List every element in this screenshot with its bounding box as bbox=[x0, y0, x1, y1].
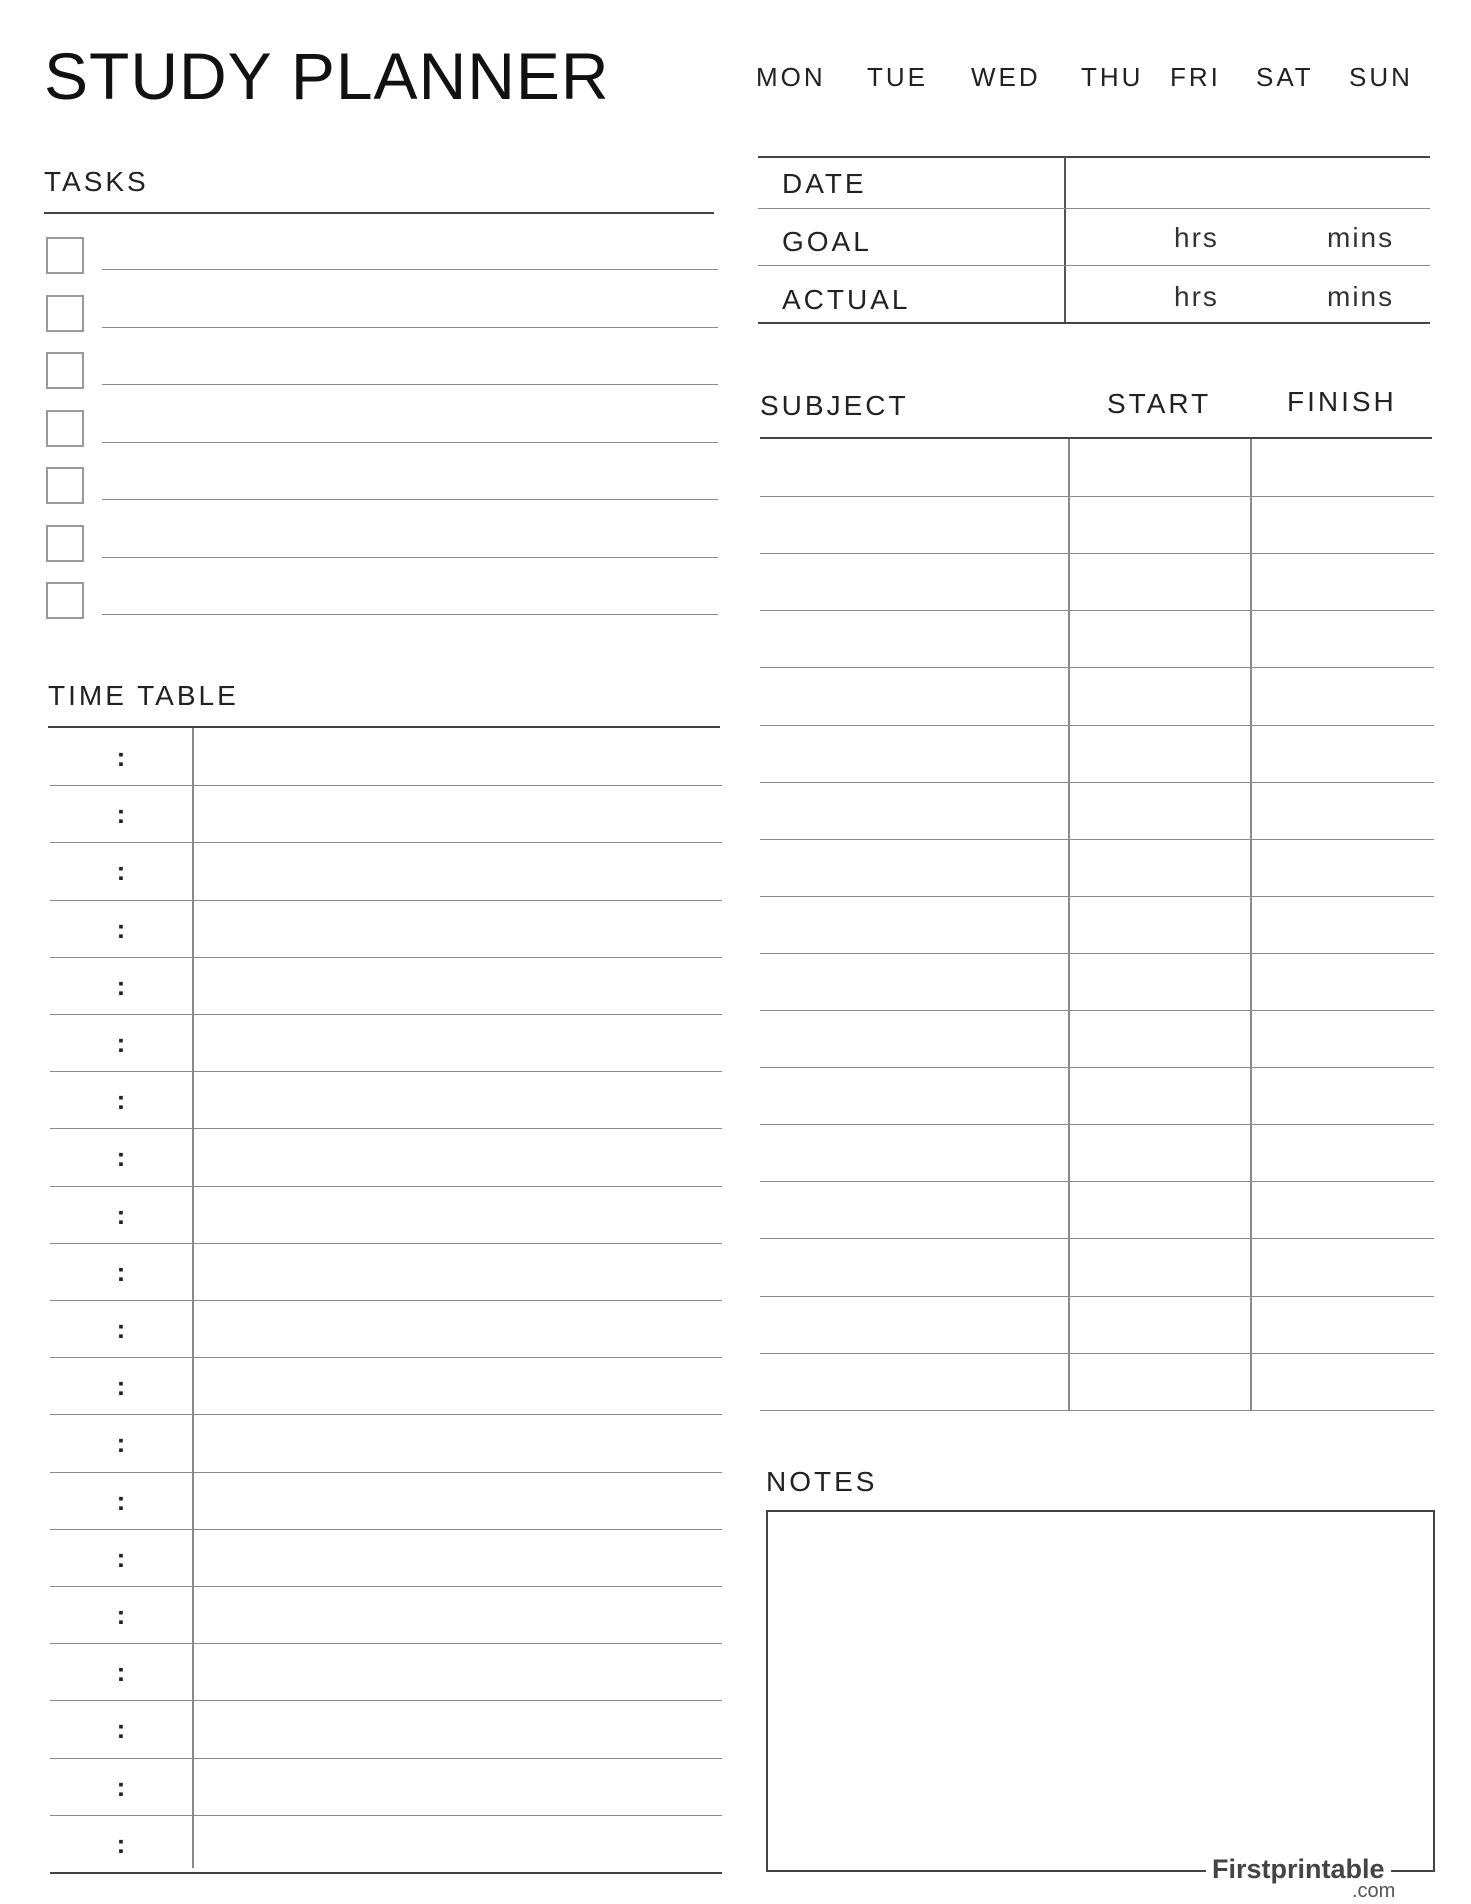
timetable-entry-cell[interactable] bbox=[196, 842, 720, 897]
subject-cell[interactable] bbox=[762, 439, 1064, 494]
finish-time-cell[interactable] bbox=[1254, 1353, 1430, 1408]
weekday-selector bbox=[756, 62, 1416, 102]
finish-time-cell[interactable] bbox=[1254, 1181, 1430, 1236]
day-thu[interactable]: THU bbox=[1081, 62, 1144, 92]
task-checkbox[interactable] bbox=[46, 237, 84, 274]
start-time-cell[interactable] bbox=[1072, 1238, 1248, 1293]
finish-time-cell[interactable] bbox=[1254, 725, 1430, 780]
start-time-cell[interactable] bbox=[1072, 439, 1248, 494]
time-separator: : bbox=[116, 970, 126, 1001]
task-checkbox[interactable] bbox=[46, 467, 84, 504]
subject-cell[interactable] bbox=[762, 896, 1064, 951]
task-checkbox[interactable] bbox=[46, 525, 84, 562]
day-tue[interactable]: TUE bbox=[867, 62, 928, 92]
start-time-cell[interactable] bbox=[1072, 1124, 1248, 1179]
task-line[interactable] bbox=[102, 384, 718, 385]
subject-cell[interactable] bbox=[762, 553, 1064, 608]
finish-time-cell[interactable] bbox=[1254, 1067, 1430, 1122]
finish-time-cell[interactable] bbox=[1254, 610, 1430, 665]
start-time-cell[interactable] bbox=[1072, 610, 1248, 665]
start-time-cell[interactable] bbox=[1072, 725, 1248, 780]
start-time-cell[interactable] bbox=[1072, 667, 1248, 722]
actual-hours-unit: hrs bbox=[1174, 281, 1219, 312]
start-time-cell[interactable] bbox=[1072, 1353, 1248, 1408]
timetable-entry-cell[interactable] bbox=[196, 1586, 720, 1641]
summary-bottom-rule bbox=[758, 322, 1430, 324]
task-checkbox[interactable] bbox=[46, 410, 84, 447]
goal-hours-field[interactable] bbox=[1068, 212, 1248, 262]
subject-cell[interactable] bbox=[762, 1181, 1064, 1236]
actual-minutes-unit: mins bbox=[1327, 281, 1395, 312]
time-separator: : bbox=[116, 1657, 126, 1688]
time-separator: : bbox=[116, 1199, 126, 1230]
subject-cell[interactable] bbox=[762, 1124, 1064, 1179]
finish-time-cell[interactable] bbox=[1254, 1010, 1430, 1065]
finish-header: FINISH bbox=[1287, 386, 1397, 417]
finish-time-cell[interactable] bbox=[1254, 496, 1430, 551]
page-title: STUDY PLANNER bbox=[44, 39, 610, 113]
subject-start-divider bbox=[1068, 439, 1070, 1411]
time-separator: : bbox=[116, 856, 126, 887]
timetable-entry-cell[interactable] bbox=[196, 1071, 720, 1126]
time-separator: : bbox=[116, 799, 126, 830]
goal-hours-unit: hrs bbox=[1174, 222, 1219, 253]
timetable-entry-cell[interactable] bbox=[196, 900, 720, 955]
notes-heading: NOTES bbox=[766, 1466, 878, 1497]
finish-time-cell[interactable] bbox=[1254, 782, 1430, 837]
start-time-cell[interactable] bbox=[1072, 839, 1248, 894]
summary-divider bbox=[1064, 157, 1066, 322]
time-separator: : bbox=[116, 1142, 126, 1173]
task-line[interactable] bbox=[102, 327, 718, 328]
subject-cell[interactable] bbox=[762, 839, 1064, 894]
day-sat[interactable]: SAT bbox=[1256, 62, 1314, 92]
start-time-cell[interactable] bbox=[1072, 496, 1248, 551]
task-line[interactable] bbox=[102, 614, 718, 615]
time-separator: : bbox=[116, 1028, 126, 1058]
timetable-entry-cell[interactable] bbox=[196, 1758, 720, 1813]
finish-time-cell[interactable] bbox=[1254, 1124, 1430, 1179]
time-separator: : bbox=[116, 913, 126, 944]
brand-logo: Firstprintable bbox=[1206, 1854, 1391, 1885]
task-line[interactable] bbox=[102, 442, 718, 443]
date-label: DATE bbox=[782, 168, 867, 199]
start-time-cell[interactable] bbox=[1072, 553, 1248, 608]
start-finish-divider bbox=[1250, 439, 1252, 1411]
time-separator: : bbox=[116, 1714, 126, 1745]
start-time-cell[interactable] bbox=[1072, 1067, 1248, 1122]
time-separator: : bbox=[116, 1085, 126, 1116]
notes-area[interactable] bbox=[766, 1510, 1435, 1872]
finish-time-cell[interactable] bbox=[1254, 439, 1430, 494]
timetable-entry-cell[interactable] bbox=[196, 1700, 720, 1755]
task-line[interactable] bbox=[102, 557, 718, 558]
finish-time-cell[interactable] bbox=[1254, 1296, 1430, 1351]
brand-suffix: .com bbox=[1352, 1880, 1396, 1902]
goal-minutes-unit: mins bbox=[1327, 222, 1395, 253]
subject-cell[interactable] bbox=[762, 496, 1064, 551]
timetable-entry-cell[interactable] bbox=[196, 1128, 720, 1183]
time-separator: : bbox=[116, 1256, 126, 1287]
start-time-cell[interactable] bbox=[1072, 896, 1248, 951]
goal-label: GOAL bbox=[782, 226, 872, 257]
tasks-heading: TASKS bbox=[44, 166, 149, 197]
finish-time-cell[interactable] bbox=[1254, 667, 1430, 722]
start-time-cell[interactable] bbox=[1072, 1181, 1248, 1236]
actual-label: ACTUAL bbox=[782, 284, 911, 315]
start-time-cell[interactable] bbox=[1072, 1010, 1248, 1065]
subject-row-line bbox=[760, 1410, 1434, 1411]
day-mon[interactable]: MON bbox=[756, 62, 826, 92]
task-checkbox[interactable] bbox=[46, 295, 84, 332]
timetable-entry-cell[interactable] bbox=[196, 785, 720, 840]
subject-cell[interactable] bbox=[762, 725, 1064, 780]
day-sun[interactable]: SUN bbox=[1349, 62, 1413, 92]
subject-header: SUBJECT bbox=[760, 390, 909, 421]
finish-time-cell[interactable] bbox=[1254, 839, 1430, 894]
day-fri[interactable]: FRI bbox=[1170, 62, 1221, 92]
subject-cell[interactable] bbox=[762, 1353, 1064, 1408]
actual-hours-field[interactable] bbox=[1068, 270, 1248, 320]
task-checkbox[interactable] bbox=[46, 582, 84, 619]
time-separator: : bbox=[116, 1828, 126, 1859]
timetable-entry-cell[interactable] bbox=[196, 1643, 720, 1698]
time-separator: : bbox=[116, 1600, 126, 1630]
time-separator: : bbox=[116, 1771, 126, 1802]
time-separator: : bbox=[116, 1314, 126, 1344]
timetable-entry-cell[interactable] bbox=[196, 1243, 720, 1298]
timetable-entry-cell[interactable] bbox=[196, 1815, 720, 1870]
timetable-entry-cell[interactable] bbox=[196, 1414, 720, 1469]
timetable-row-line bbox=[50, 1872, 722, 1874]
timetable-entry-cell[interactable] bbox=[196, 1529, 720, 1584]
finish-time-cell[interactable] bbox=[1254, 1238, 1430, 1293]
timetable-entry-cell[interactable] bbox=[196, 1014, 720, 1069]
subject-cell[interactable] bbox=[762, 1238, 1064, 1293]
task-line[interactable] bbox=[102, 269, 718, 270]
timetable-entry-cell[interactable] bbox=[196, 957, 720, 1012]
subject-cell[interactable] bbox=[762, 610, 1064, 665]
tasks-rule bbox=[44, 212, 714, 214]
subject-cell[interactable] bbox=[762, 667, 1064, 722]
date-field[interactable] bbox=[1068, 158, 1428, 206]
task-checkbox[interactable] bbox=[46, 352, 84, 389]
finish-time-cell[interactable] bbox=[1254, 896, 1430, 951]
start-header: START bbox=[1107, 388, 1212, 419]
goal-row-rule bbox=[758, 265, 1430, 266]
timetable-entry-cell[interactable] bbox=[196, 1186, 720, 1241]
subject-cell[interactable] bbox=[762, 782, 1064, 837]
time-separator: : bbox=[116, 1485, 126, 1516]
date-row-rule bbox=[758, 208, 1430, 209]
time-separator: : bbox=[116, 1428, 126, 1459]
time-separator: : bbox=[116, 742, 126, 772]
start-time-cell[interactable] bbox=[1072, 953, 1248, 1008]
task-line[interactable] bbox=[102, 499, 718, 500]
subject-cell[interactable] bbox=[762, 1067, 1064, 1122]
timetable-heading: TIME TABLE bbox=[48, 680, 239, 711]
subject-cell[interactable] bbox=[762, 1296, 1064, 1351]
start-time-cell[interactable] bbox=[1072, 782, 1248, 837]
subject-cell[interactable] bbox=[762, 1010, 1064, 1065]
finish-time-cell[interactable] bbox=[1254, 553, 1430, 608]
finish-time-cell[interactable] bbox=[1254, 953, 1430, 1008]
timetable-entry-cell[interactable] bbox=[196, 1357, 720, 1412]
time-separator: : bbox=[116, 1542, 126, 1573]
timetable-entry-cell[interactable] bbox=[196, 1300, 720, 1355]
start-time-cell[interactable] bbox=[1072, 1296, 1248, 1351]
timetable-entry-cell[interactable] bbox=[196, 728, 720, 783]
day-wed[interactable]: WED bbox=[971, 62, 1041, 92]
timetable-entry-cell[interactable] bbox=[196, 1472, 720, 1527]
time-separator: : bbox=[116, 1371, 126, 1402]
subject-cell[interactable] bbox=[762, 953, 1064, 1008]
